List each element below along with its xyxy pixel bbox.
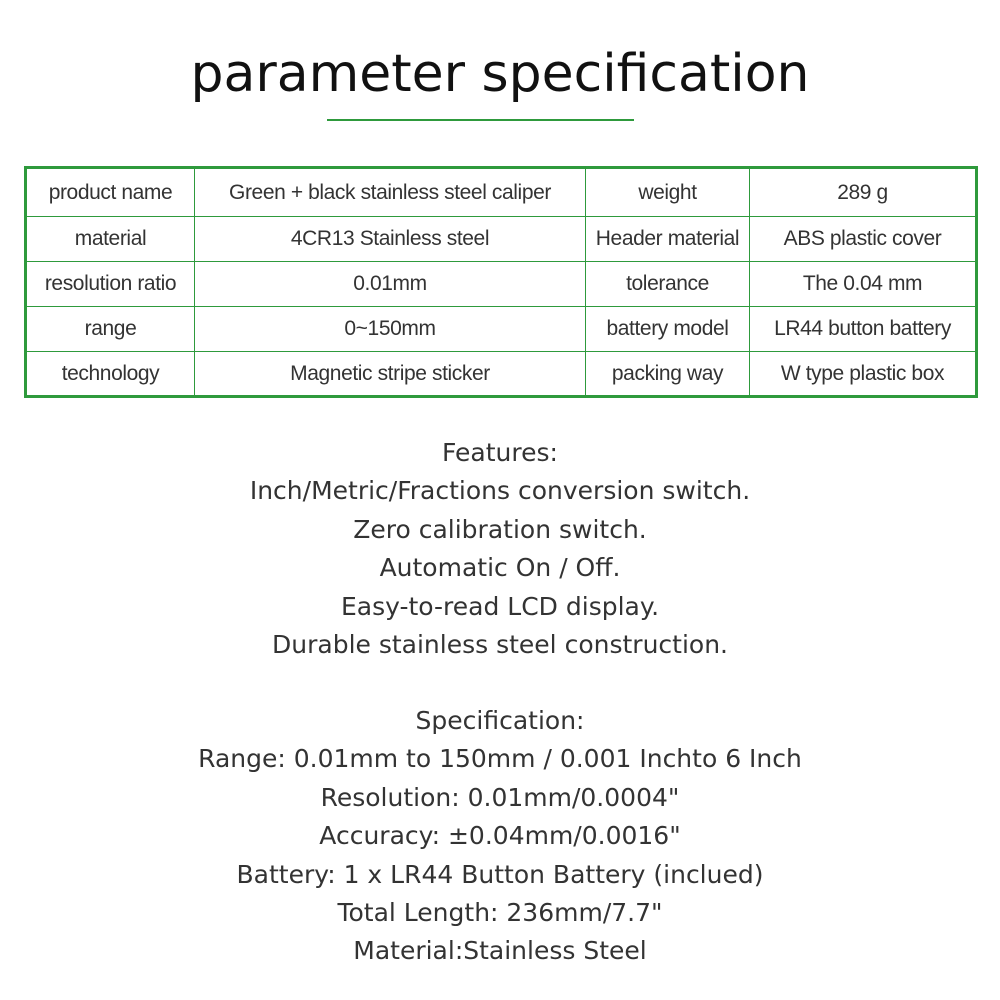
param-value-battery-model: LR44 button battery xyxy=(750,307,977,352)
specification-item: Battery: 1 x LR44 Button Battery (inclued) xyxy=(236,859,764,889)
feature-item: Zero calibration switch. xyxy=(353,514,647,544)
specification-item: Accuracy: ±0.04mm/0.0016" xyxy=(319,821,681,851)
param-label-tolerance: tolerance xyxy=(586,262,750,307)
param-value-material: 4CR13 Stainless steel xyxy=(195,217,586,262)
features-heading: Features: xyxy=(442,438,558,467)
param-value-weight: 289 g xyxy=(750,168,977,217)
param-label-header-material: Header material xyxy=(586,217,750,262)
features-section xyxy=(0,434,1000,664)
feature-item: Durable stainless steel construction. xyxy=(272,629,728,659)
feature-item: Inch/Metric/Fractions conversion switch. xyxy=(249,476,751,506)
param-label-range: range xyxy=(26,307,195,352)
param-label-material: material xyxy=(26,217,195,262)
param-value-resolution-ratio: 0.01mm xyxy=(195,262,586,307)
specification-item: Resolution: 0.01mm/0.0004" xyxy=(320,782,680,812)
table-row xyxy=(26,352,977,397)
param-label-technology: technology xyxy=(26,352,195,397)
param-value-technology: Magnetic stripe sticker xyxy=(195,352,586,397)
param-value-packing-way: W type plastic box xyxy=(750,352,977,397)
feature-item: Easy-to-read LCD display. xyxy=(340,591,660,621)
table-row xyxy=(26,217,977,262)
title-underline xyxy=(327,119,634,121)
table-row xyxy=(26,262,977,307)
param-label-packing-way: packing way xyxy=(586,352,750,397)
specification-item: Range: 0.01mm to 150mm / 0.001 Inchto 6 Inch xyxy=(198,744,802,774)
param-label-weight: weight xyxy=(586,168,750,217)
specification-heading: Specification: xyxy=(415,706,585,735)
param-label-battery-model: battery model xyxy=(586,307,750,352)
page-title: parameter specification xyxy=(190,44,810,104)
table-row xyxy=(26,307,977,352)
specification-item: Material:Stainless Steel xyxy=(353,936,647,966)
table-row xyxy=(26,168,977,217)
param-value-range: 0~150mm xyxy=(195,307,586,352)
specification-item: Total Length: 236mm/7.7" xyxy=(337,897,663,927)
specification-section xyxy=(0,702,1000,971)
param-label-resolution-ratio: resolution ratio xyxy=(26,262,195,307)
feature-item: Automatic On / Off. xyxy=(379,553,621,583)
parameter-table xyxy=(24,166,978,398)
param-value-product-name: Green + black stainless steel caliper xyxy=(195,168,586,217)
param-label-product-name: product name xyxy=(26,168,195,217)
param-value-header-material: ABS plastic cover xyxy=(750,217,977,262)
param-value-tolerance: The 0.04 mm xyxy=(750,262,977,307)
